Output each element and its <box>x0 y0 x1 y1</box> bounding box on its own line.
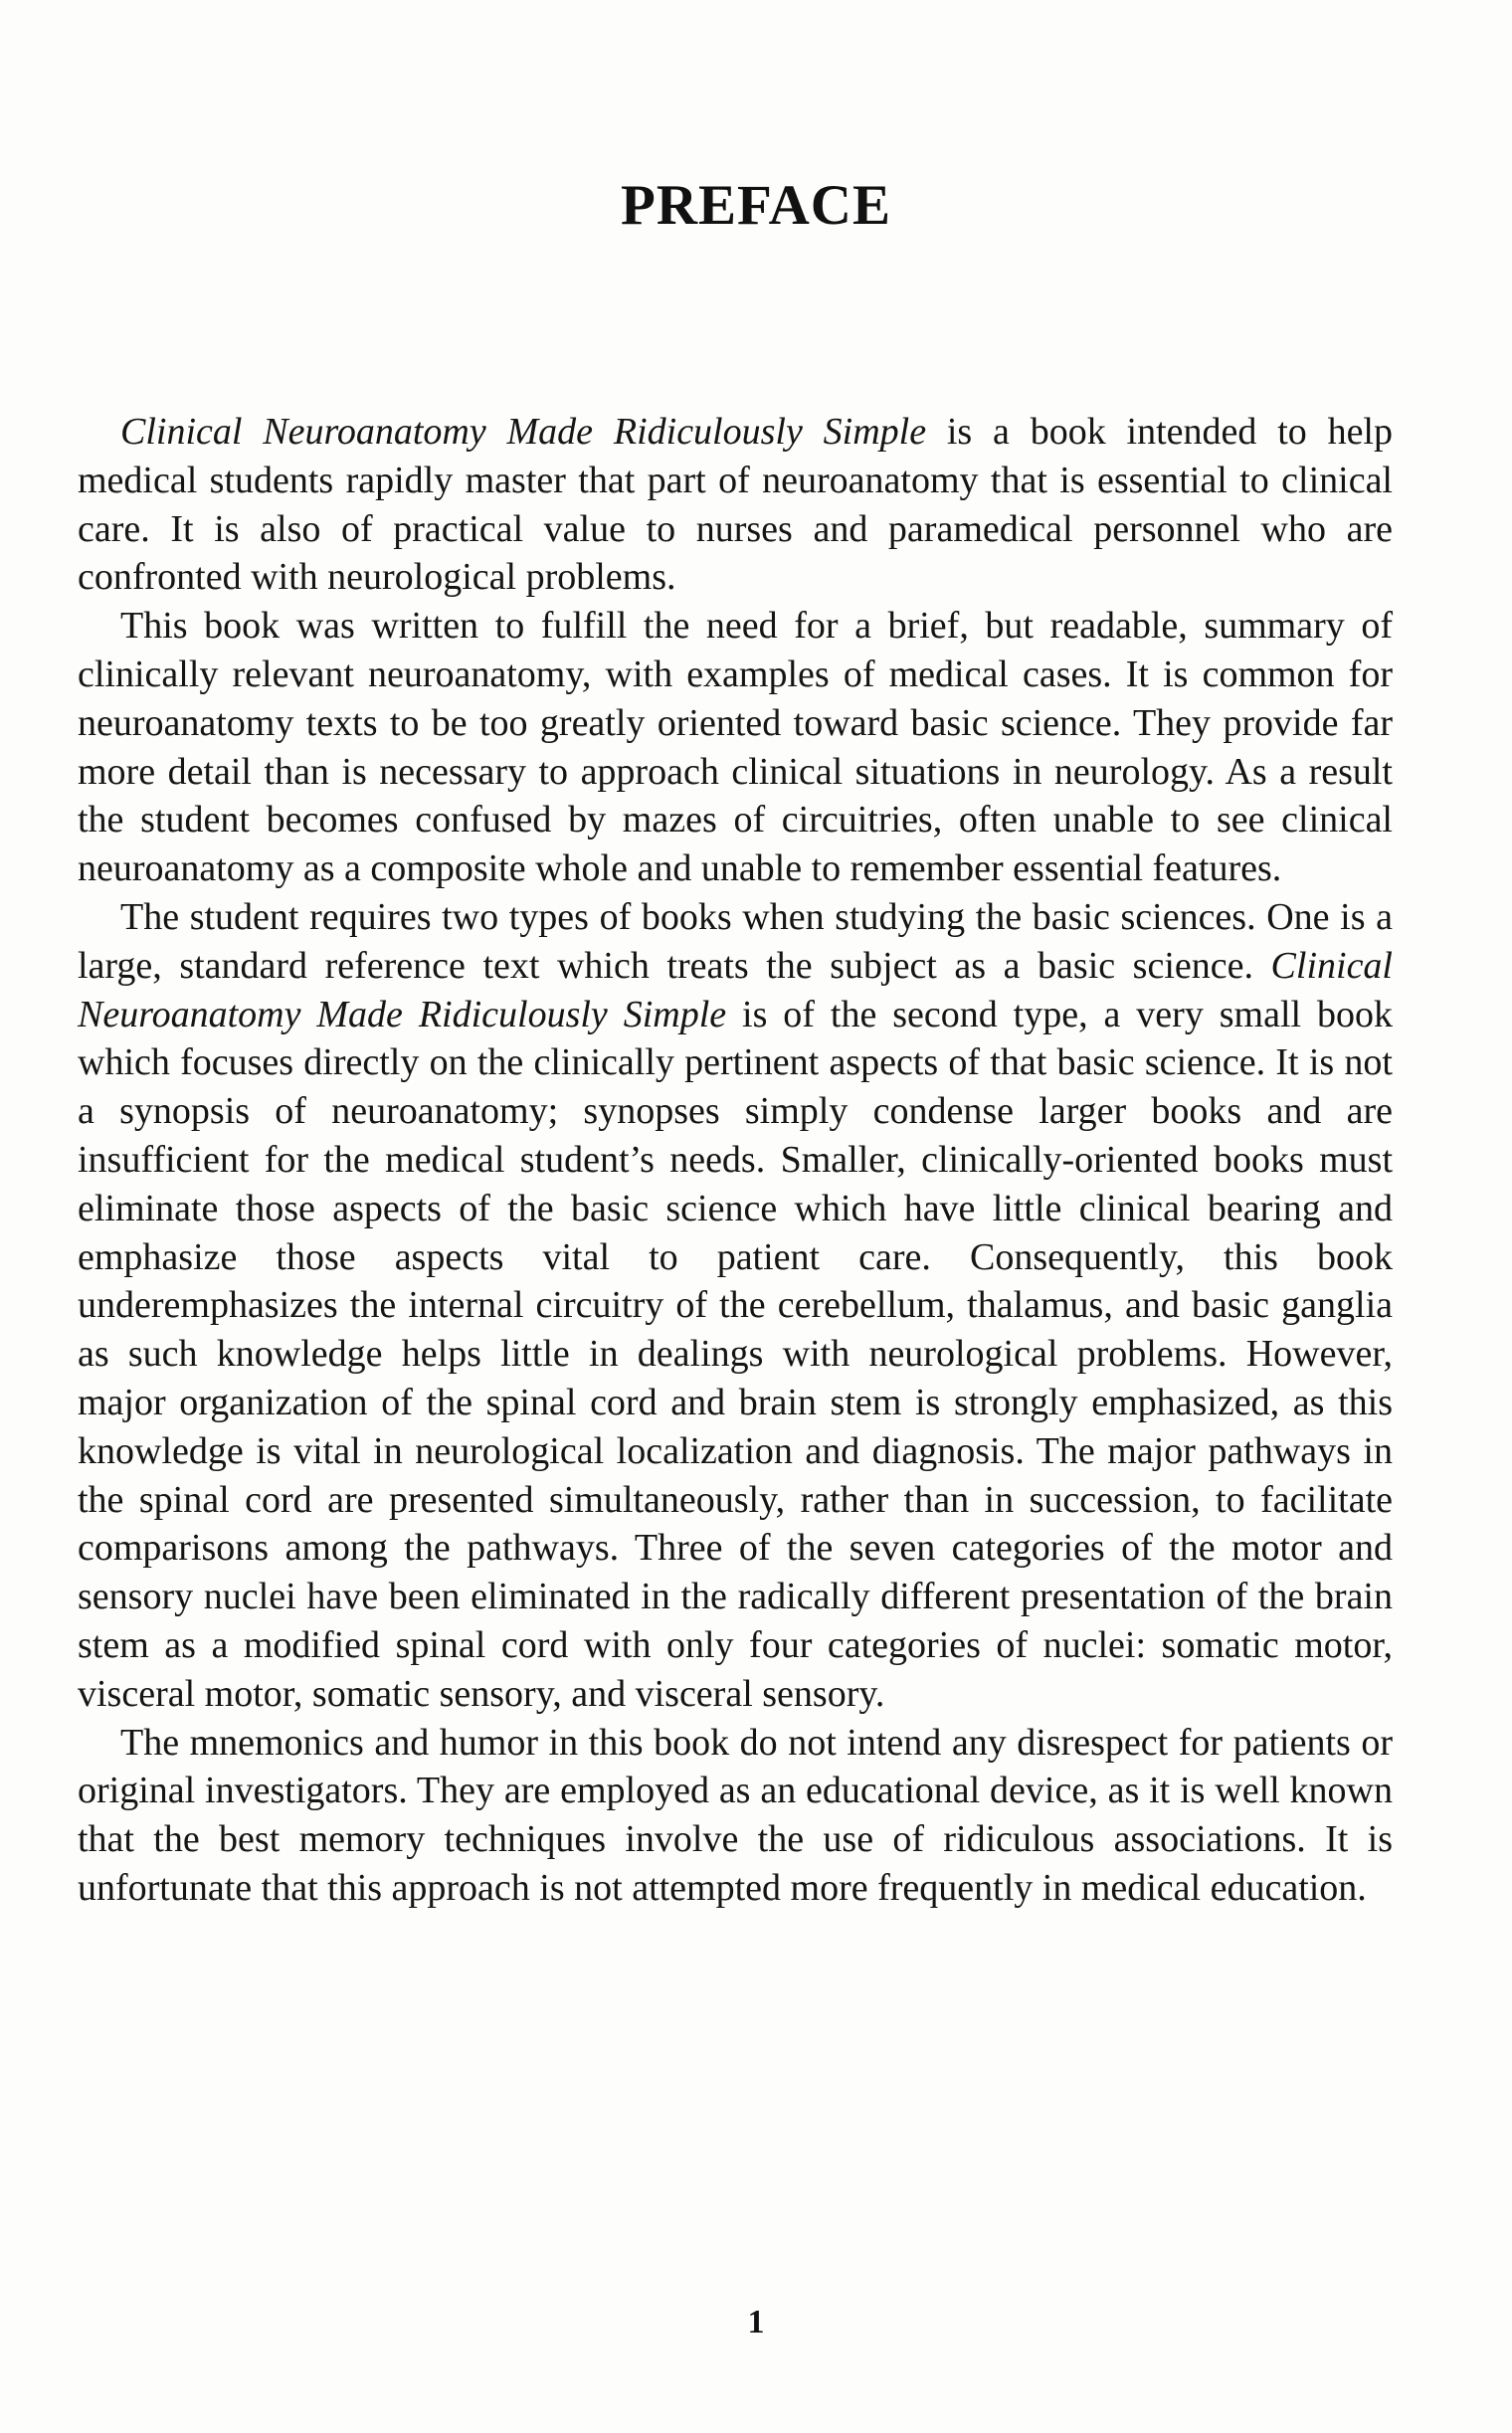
book-title-italic: Clinical Neuroanatomy Made Ridiculously Simple <box>78 944 1393 1035</box>
page-number: 1 <box>747 2304 765 2340</box>
book-title-italic: Clinical Neuroanatomy Made Ridiculously Simple <box>120 411 927 453</box>
paragraph-1-text: is a book intended to help medical students rapidly master that part of neuroanatomy that is essential to clinical care. It is also of practical value to nurses and paramedical personnel who are confronted with neurological problems. <box>78 411 1393 599</box>
paragraph-2: This book was written to fulfill the need for a brief, but readable, summary of clinically relevant neuroanatomy, with examples of medical cases. It is common for neuroanatomy texts to be too greatly oriented toward basic science. They provide far more detail than is necessary to approach clinical situations in neurology. As a result the student becomes confused by mazes of circuitries, often unable to see clinical neuroanatomy as a composite whole and unable to remember essential features. <box>78 605 1393 890</box>
paragraph-3-text-after: is of the second type, a very small book which focuses directly on the clinically pertinent aspects of that basic science. It is not a synopsis of neuroanatomy; synopses simply condense larger books and are insufficient for the medical student’s needs. Smaller, clinically-oriented books must eliminate those aspects of the basic science which have little clinical bearing and emphasize those aspects vital to patient care. Consequently, this book underemphasizes the internal circuitry of the cerebellum, thalamus, and basic ganglia as such knowledge helps little in dealings with neurological problems. However, major organization of the spinal cord and brain stem is strongly emphasized, as this knowledge is vital in neurological localization and diagnosis. The major pathways in the spinal cord are presented simultaneously, rather than in succession, to facilitate comparisons among the pathways. Three of the seven categories of the motor and sensory nuclei have been eliminated in the radically different presentation of the brain stem as a modified spinal cord with only four categories of nuclei: somatic motor, visceral motor, somatic sensory, and visceral sensory. <box>78 993 1393 1715</box>
paragraph-3 <box>78 893 1393 1719</box>
paragraph-4: The mnemonics and humor in this book do not intend any disrespect for patients or original investigators. They are employed as an educational device, as it is well known that the best memory techniques involve the use of ridiculous associations. It is unfortunate that this approach is not attempted more frequently in medical education. <box>78 1721 1393 1909</box>
preface-body <box>78 408 1393 1913</box>
paragraph-3-text-before: The student requires two types of books when studying the basic sciences. One is a large, standard reference text which treats the subject as a basic science. <box>78 895 1393 987</box>
page-title: PREFACE <box>621 174 891 237</box>
paragraph-1 <box>78 408 1393 602</box>
